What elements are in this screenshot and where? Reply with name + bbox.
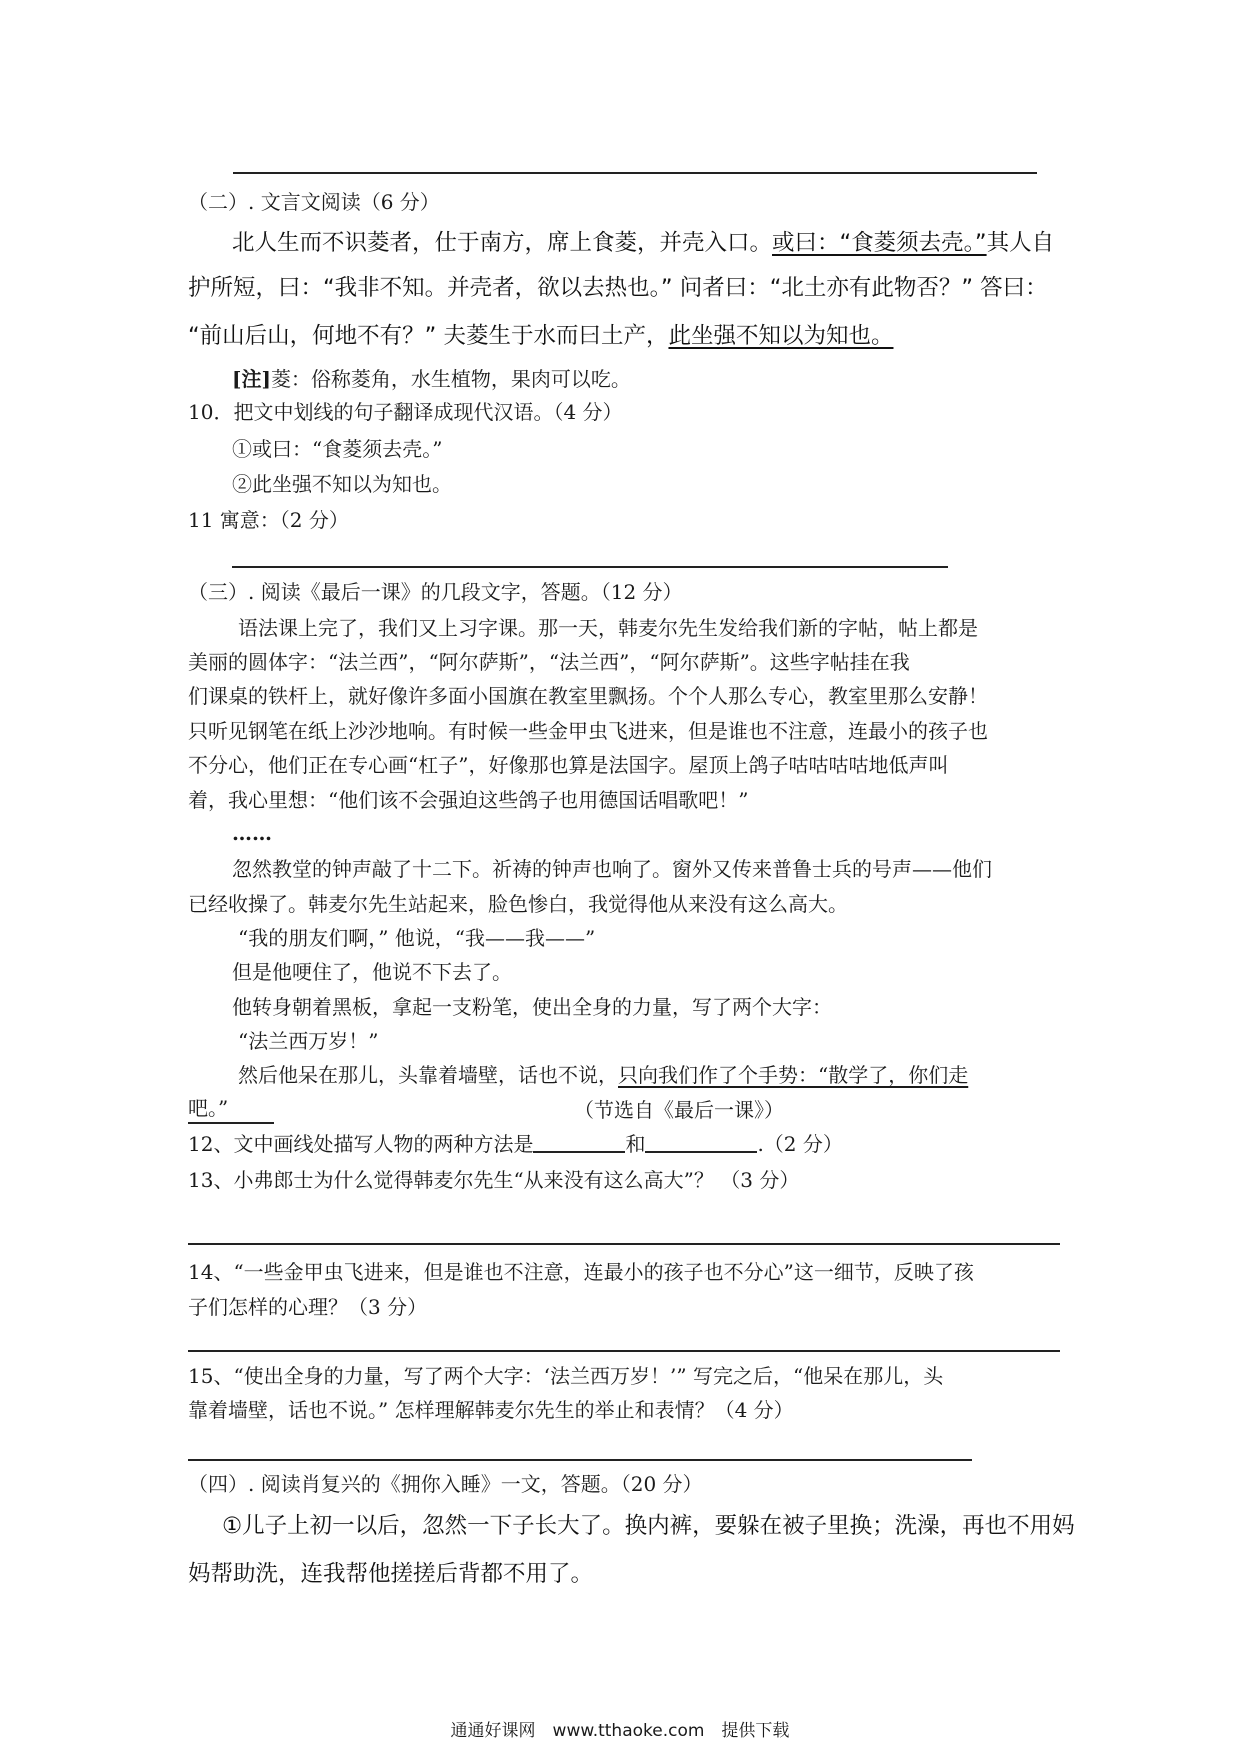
para-text: 北人生而不识菱者，仕于南方，席上食菱，并壳入口。 <box>232 230 773 256</box>
page-footer: 通通好课网 www.tthaoke.com 提供下载 <box>450 1721 790 1741</box>
para-text: 然后他呆在那儿，头靠着墙壁，话也不说， <box>238 1063 618 1087</box>
q12-and: 和 <box>625 1132 646 1156</box>
section3-p1-line3: 们课桌的铁杆上，就好像许多面小国旗在教室里飘扬。个个人那么专心，教室里那么安静！ <box>188 684 988 708</box>
section3-p1-line5: 不分心，他们正在专心画“杠子”，好像那也算是法国字。屋顶上鸽子咕咕咕咕地低声叫 <box>188 753 949 777</box>
section4-p1-line2: 妈帮助洗，连我帮他搓搓后背都不用了。 <box>188 1561 594 1587</box>
section2-heading: （二）. 文言文阅读（6 分） <box>188 190 440 214</box>
question-11: 11 寓意：（2 分） <box>188 508 349 532</box>
note-tag: [注] <box>232 367 271 391</box>
question-15-line2: 靠着墙壁，话也不说。” 怎样理解韩麦尔先生的举止和表情？（4 分） <box>188 1398 794 1422</box>
q12-blank-1[interactable] <box>533 1131 625 1153</box>
section2-para-line1 <box>232 225 1054 261</box>
note-text: 菱：俗称菱角，水生植物，果肉可以吃。 <box>270 367 631 391</box>
question-10-item-2: ②此坐强不知以为知也。 <box>232 472 452 496</box>
q12-points: .（2 分） <box>757 1132 843 1156</box>
section2-para-line2: 护所短，曰：“我非不知。并壳者，欲以去热也。” 问者曰：“北土亦有此物否？” 答曰： <box>188 275 1048 301</box>
underlined-sentence-3: 只向我们作了个手势：“散学了，你们走 <box>618 1063 969 1087</box>
answer-line-q11 <box>232 566 948 568</box>
section3-p5: 他转身朝着黑板，拿起一支粉笔，使出全身的力量，写了两个大字： <box>232 995 832 1019</box>
underlined-sentence-2: 此坐强不知以为知也。 <box>668 323 894 349</box>
section3-p2-line2: 已经收操了。韩麦尔先生站起来，脸色惨白，我觉得他从来没有这么高大。 <box>188 892 848 916</box>
section3-p1-line6: 着，我心里想：“他们该不会强迫这些鸽子也用德国话唱歌吧！” <box>188 788 749 812</box>
ellipsis: …… <box>232 821 272 845</box>
section4-heading: （四）. 阅读肖复兴的《拥你入睡》一文，答题。（20 分） <box>188 1472 703 1496</box>
top-rule <box>233 172 1037 174</box>
section3-p6: “法兰西万岁！” <box>238 1029 379 1053</box>
section3-heading: （三）. 阅读《最后一课》的几段文字，答题。（12 分） <box>188 580 683 604</box>
question-14-line2: 子们怎样的心理？（3 分） <box>188 1295 428 1319</box>
section3-p4: 但是他哽住了，他说不下去了。 <box>232 960 512 984</box>
para-text: “前山后山，何地不有？” 夫菱生于水而曰土产， <box>188 323 669 349</box>
section4-p1-line1: ①儿子上初一以后，忽然一下子长大了。换内裤，要躲在被子里换；洗澡，再也不用妈 <box>222 1513 1075 1539</box>
section3-p1-line4: 只听见钢笔在纸上沙沙地响。有时候一些金甲虫飞进来，但是谁也不注意，连最小的孩子也 <box>188 719 988 743</box>
section3-p7-line1 <box>238 1060 968 1090</box>
section3-p1-line1: 语法课上完了，我们又上习字课。那一天，韩麦尔先生发给我们新的字帖，帖上都是 <box>238 616 978 640</box>
q12-text: 12、文中画线处描写人物的两种方法是 <box>188 1132 534 1156</box>
question-10-item-1: ①或曰：“食菱须去壳。” <box>232 437 443 461</box>
q12-blank-2[interactable] <box>645 1131 757 1153</box>
answer-line-q14 <box>188 1350 1060 1352</box>
question-13: 13、小弗郎士为什么觉得韩麦尔先生“从来没有这么高大”？ （3 分） <box>188 1168 800 1192</box>
section3-p7-line2: 吧。” <box>188 1095 274 1124</box>
underlined-sentence-1: 或曰：“食菱须去壳。” <box>772 230 987 256</box>
section2-note <box>232 364 631 394</box>
question-14-line1: 14、“一些金甲虫飞进来，但是谁也不注意，连最小的孩子也不分心”这一细节，反映了孩 <box>188 1260 974 1284</box>
para-text: 其人自 <box>986 230 1055 256</box>
section2-para-line3 <box>188 318 893 354</box>
source-note: （节选自《最后一课》） <box>574 1098 784 1122</box>
answer-line-q13 <box>188 1243 1060 1245</box>
question-15-line1: 15、“使出全身的力量，写了两个大字：‘法兰西万岁！’” 写完之后，“他呆在那儿，头 <box>188 1364 944 1388</box>
section3-p1-line2: 美丽的圆体字：“法兰西”，“阿尔萨斯”，“法兰西”，“阿尔萨斯”。这些字帖挂在我 <box>188 650 910 674</box>
section3-p2-line1: 忽然教堂的钟声敲了十二下。祈祷的钟声也响了。窗外又传来普鲁士兵的号声——他们 <box>232 857 992 881</box>
question-10: 10．把文中划线的句子翻译成现代汉语。（4 分） <box>188 400 623 424</box>
question-12 <box>188 1129 843 1159</box>
answer-line-q15 <box>188 1459 972 1461</box>
section3-p3: “我的朋友们啊，” 他说，“我——我——” <box>238 926 596 950</box>
